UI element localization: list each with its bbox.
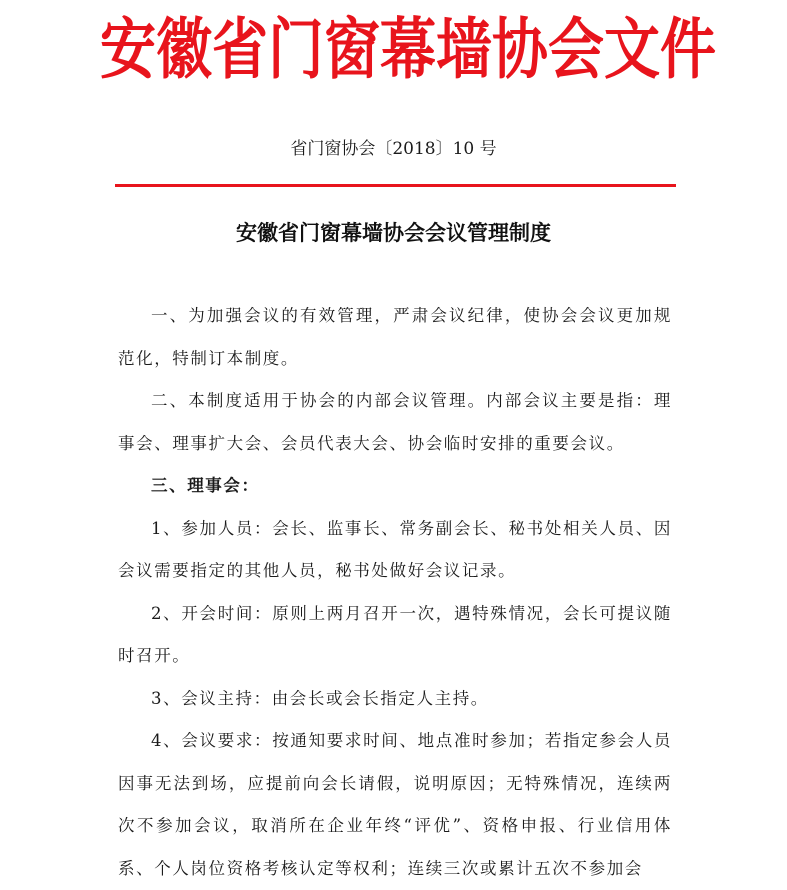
section-heading-council: 三、理事会： bbox=[151, 476, 260, 495]
red-divider-line bbox=[115, 184, 676, 187]
paragraph-meeting-time: 2、开会时间：原则上两月召开一次，遇特殊情况，会长可提议随时召开。 bbox=[118, 603, 672, 665]
paragraph-scope: 二、本制度适用于协会的内部会议管理。内部会议主要是指：理事会、理事扩大会、会员代表大会、协会临时安排的重要会议。 bbox=[118, 391, 672, 453]
paragraph-meeting-requirements: 4、会议要求：按通知要求时间、地点准时参加；若指定参会人员因事无法到场，应提前向会长请假，说明原因；无特殊情况，连续两次不参加会议，取消所在企业年终“评优”、资格申报、行业信用体系、个人岗位资格考核认定等权利；连续三次或累计五次不参加会 bbox=[118, 731, 672, 878]
document-body bbox=[118, 295, 672, 890]
paragraph-purpose: 一、为加强会议的有效管理，严肃会议纪律，使协会会议更加规范化，特制订本制度。 bbox=[118, 306, 672, 368]
masthead-title: 安徽省门窗幕墙协会文件 bbox=[100, 12, 716, 89]
paragraph-meeting-host: 3、会议主持：由会长或会长指定人主持。 bbox=[151, 688, 489, 708]
document-number: 省门窗协会〔2018〕10 号 bbox=[290, 139, 497, 159]
paragraph-participants: 1、参加人员：会长、监事长、常务副会长、秘书处相关人员、因会议需要指定的其他人员，秘书处做好会议记录。 bbox=[118, 518, 672, 580]
document-title: 安徽省门窗幕墙协会会议管理制度 bbox=[236, 221, 551, 245]
